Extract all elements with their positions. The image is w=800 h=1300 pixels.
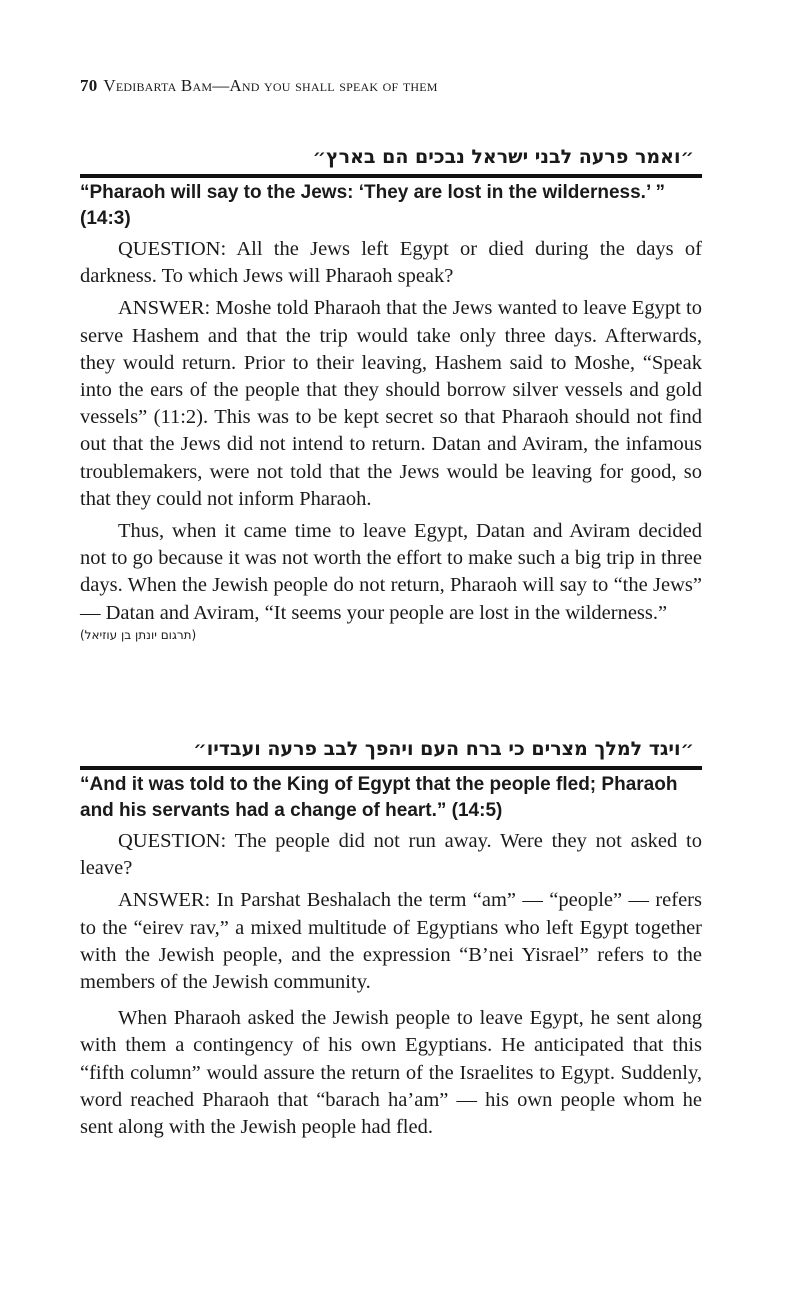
english-verse-title: “Pharaoh will say to the Jews: ‘They are lost in the wilderness.’ ” (14:3) [80,182,665,229]
source-citation: (תרגום יונתן בן עוזיאל) [80,627,197,642]
english-verse-title: “And it was told to the King of Egypt that the people fled; Pharaoh and his servants had a change of heart.” (14:5) [80,774,678,821]
section-divider [80,174,702,178]
running-head [80,76,438,96]
body-paragraph: Thus, when it came time to leave Egypt, Datan and Aviram decided not to go because it was not worth the effort to make such a big trip in three days. When the Jewish people do not return, Pharaoh will say to “the Jews” — Datan and Aviram, “It seems your people are lost in the wilderness.” [80,520,702,624]
question-paragraph: QUESTION: All the Jews left Egypt or died during the days of darkness. To which Jews will Pharaoh speak? [80,238,702,288]
answer-paragraph: ANSWER: In Parshat Beshalach the term “am” — “people” — refers to the “eirev rav,” a mixed multitude of Egyptians who left Egypt together with the Jewish people, and the expression “B’nei Yisrael” refers to the members of the Jewish community. [80,889,702,994]
running-title: Vedibarta Bam—And you shall speak of them [103,76,438,95]
hebrew-verse-title: ״ויגד למלך מצרים כי ברח העם ויהפך לבב פרעה ועבדיו״ [193,738,694,760]
question-paragraph: QUESTION: The people did not run away. Were they not asked to leave? [80,830,702,880]
section-divider [80,766,702,770]
page-number: 70 [80,76,98,95]
section-told-to-king [80,736,702,1141]
answer-paragraph: ANSWER: Moshe told Pharaoh that the Jews wanted to leave Egypt to serve Hashem and that the trip would take only three days. Afterwards, they would return. Prior to their leaving, Hashem said to Moshe, “Speak into the ears of the people that they should borrow silver vessels and gold vessels” (11:2). This was to be kept secret so that Pharaoh should not find out that the Jews did not intend to return. Datan and Aviram, the infamous troublemakers, were not told that the Jews would be leaving for good, so that they could not inform Pharaoh. [80,297,702,510]
section-pharaoh-will-say [80,144,702,643]
body-paragraph: When Pharaoh asked the Jewish people to leave Egypt, he sent along with them a contingency of his own Egyptians. He anticipated that this “fifth column” would assure the return of the Israelites to Egypt. Suddenly, word reached Pharaoh that “barach ha’am” — his own people whom he sent along with the Jewish people had fled. [80,1007,702,1139]
hebrew-verse-title: ״ואמר פרעה לבני ישראל נבכים הם בארץ״ [312,146,694,168]
